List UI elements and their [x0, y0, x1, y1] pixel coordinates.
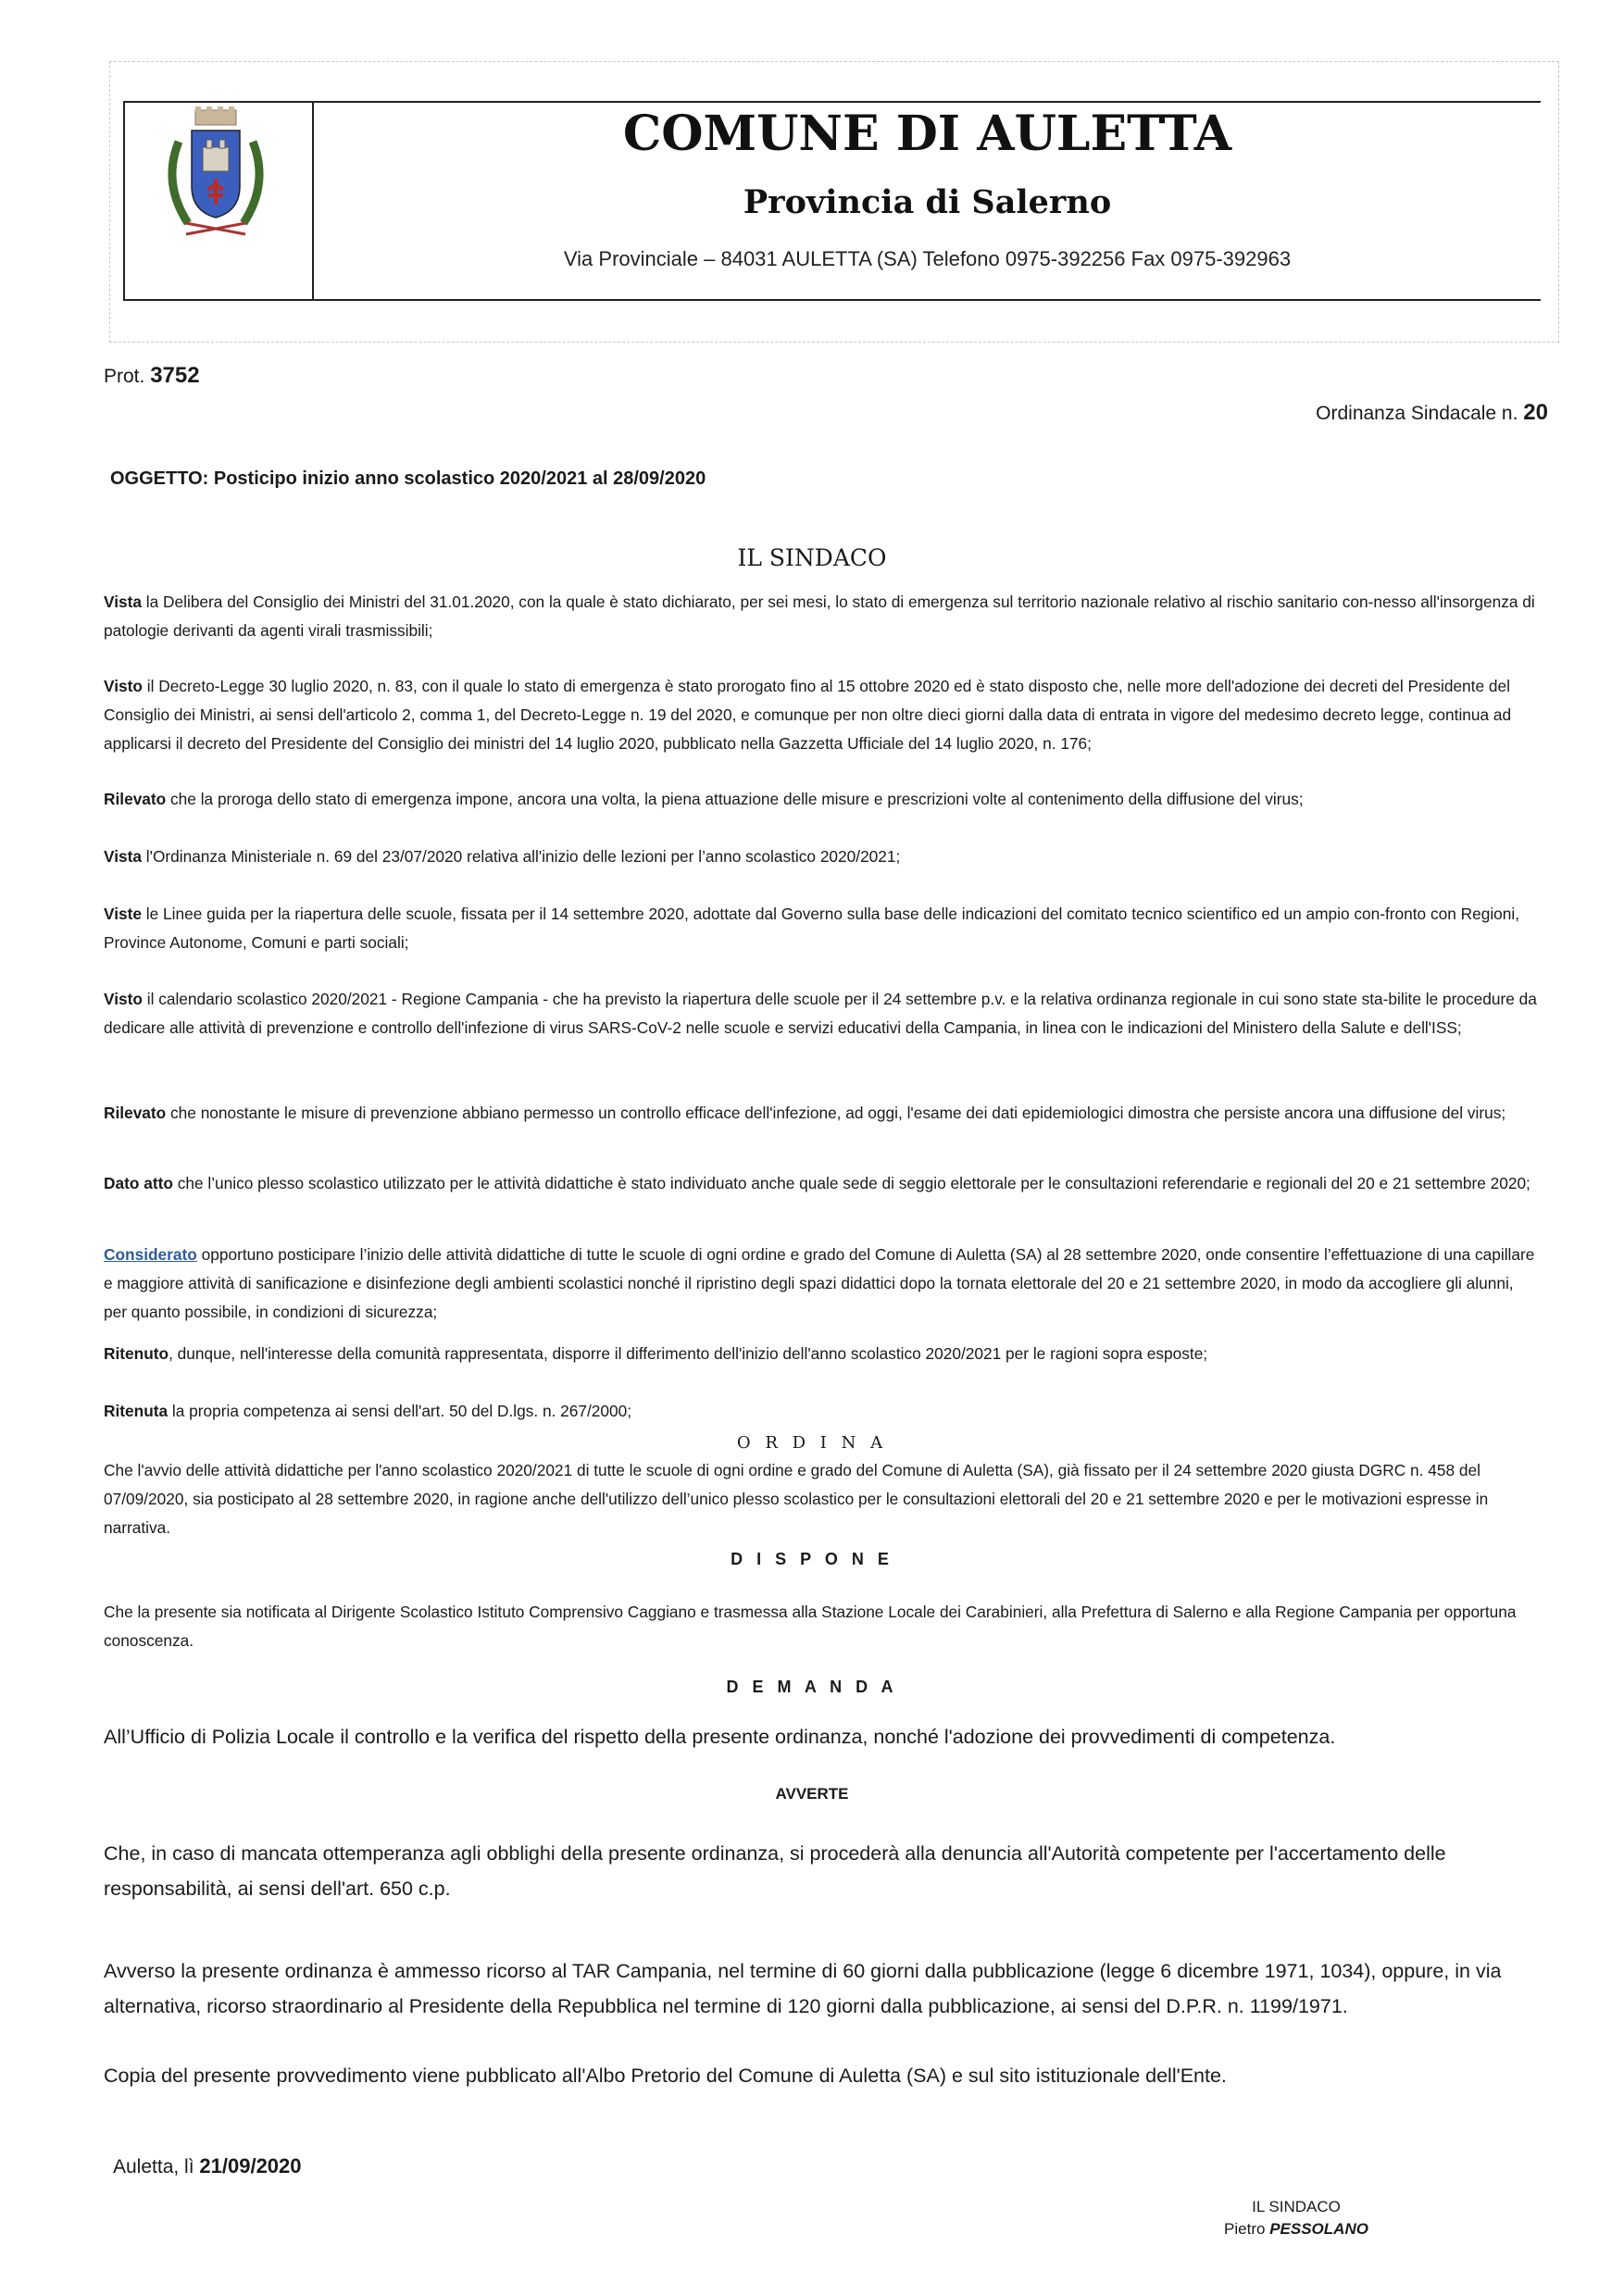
protocol-label: Prot. — [104, 366, 145, 387]
demanda-heading: D E M A N D A — [726, 1678, 898, 1696]
premise-text: che la proroga dello stato di emergenza impone, ancora una volta, la piena attuazione delle misure e prescrizioni volte al contenimento della diffusione del virus; — [166, 790, 1304, 808]
premise-lead: Rilevato — [104, 1104, 167, 1122]
premise-lead: Ritenuta — [104, 1402, 169, 1420]
premise-lead: Vista — [104, 847, 142, 866]
premise-text: l'Ordinanza Ministeriale n. 69 del 23/07/2020 relativa all'inizio delle lezioni per l’anno scolastico 2020/2021; — [142, 847, 901, 866]
premise-paragraph — [104, 1241, 1539, 1327]
avverte-heading: AVVERTE — [775, 1785, 849, 1803]
premise-paragraph — [104, 842, 1539, 871]
premise-paragraph — [104, 1169, 1539, 1198]
letterhead — [123, 101, 1541, 301]
premise-paragraph — [104, 985, 1539, 1042]
municipality-title: COMUNE DI AULETTA — [622, 106, 1232, 162]
premise-text: la Delibera del Consiglio dei Ministri del 31.01.2020, con la quale è stato dichiarato, per sei mesi, lo stato di emergenza sul territorio nazionale relativo al rischio sanitario con-nesso all'insorgenza di patologie derivanti da agenti virali trasmissibili; — [104, 593, 1535, 640]
ordinance-number — [1316, 400, 1548, 426]
place-date — [113, 2154, 302, 2178]
municipality-address: Via Provinciale – 84031 AULETTA (SA) Telefono 0975-392256 Fax 0975-392963 — [563, 247, 1292, 270]
premise-text: il Decreto-Legge 30 luglio 2020, n. 83, con il quale lo stato di emergenza è stato prorogato fino al 15 ottobre 2020 ed è stato disposto che, nelle more dell'adozione dei decreti del Presidente del Consiglio dei Ministri, ai sensi dell'articolo 2, comma 1, del Decreto-Legge n. 19 del 2020, e comunque per non oltre dieci giorni dalla data di entrata in vigore del medesimo decreto legge, continua ad applicarsi il decreto del Presidente del Consiglio dei ministri del 14 luglio 2020, pubblicato nella Gazzetta Ufficiale del 14 luglio 2020, n. 176; — [104, 677, 1512, 753]
premise-text: il calendario scolastico 2020/2021 - Regione Campania - che ha previsto la riapertura delle scuole per il 24 settembre p.v. e la relativa ordinanza regionale in cui sono state sta-bilite le procedure da dedicare alle attività di prevenzione e controllo dell'infezione di virus SARS-CoV-2 nelle scuole e servizi educativi della Campania, in linea con le indicazioni del Ministero della Salute e dell'ISS; — [104, 990, 1537, 1037]
premise-text: , dunque, nell'interesse della comunità rappresentata, disporre il differimento dell'inizio dell'anno scolastico 2020/2021 per le ragioni sopra esposte; — [169, 1344, 1208, 1363]
signature-block — [1204, 2196, 1389, 2240]
premise-text: le Linee guida per la riapertura delle scuole, fissata per il 14 settembre 2020, adottate dal Governo sulla base delle indicazioni del comitato tecnico scientifico ed un ampio con-fronto con Regioni, Province Autonome, Comuni e parti sociali; — [104, 905, 1520, 952]
premise-paragraph — [104, 900, 1539, 957]
signature-first-name: Pietro — [1224, 2220, 1266, 2238]
dispone-heading: D I S P O N E — [731, 1550, 893, 1568]
protocol-value: 3752 — [150, 363, 200, 388]
appeal-text: Avverso la presente ordinanza è ammesso ricorso al TAR Campania, nel termine di 60 giorni dalla pubblicazione (legge 6 dicembre 1971, 1034), oppure, in via alternativa, ricorso straordinario al Presidente della Repubblica nel termine di 120 giorni dalla pubblicazione, ai sensi del D.P.R. n. 1199/1971. — [104, 1960, 1502, 2017]
premise-paragraph — [104, 1397, 1539, 1426]
signature-role: IL SINDACO — [1252, 2198, 1341, 2215]
premise-lead: Visto — [104, 990, 143, 1008]
place-label: Auletta, lì — [113, 2156, 194, 2177]
premise-paragraph — [104, 1340, 1539, 1368]
subject-line: OGGETTO: Posticipo inizio anno scolastico 2020/2021 al 28/09/2020 — [110, 468, 706, 489]
premise-lead: Ritenuto — [104, 1344, 169, 1363]
premise-text: la propria competenza ai sensi dell'art. 50 del D.lgs. n. 267/2000; — [168, 1402, 632, 1420]
avverte-text: Che, in caso di mancata ottemperanza agli obblighi della presente ordinanza, si procederà alla denuncia all'Autorità competente per l'accertamento delle responsabilità, ai sensi dell'art. 650 c.p. — [104, 1842, 1446, 1900]
premise-text: che l’unico plesso scolastico utilizzato per le attività didattiche è stato individuato anche quale sede di seggio elettorale per le consultazioni referendarie e regionali del 20 e 21 settembre 2020; — [172, 1174, 1530, 1192]
premise-text: opportuno posticipare l’inizio delle attività didattiche di tutte le scuole di ogni ordine e grado del Comune di Auletta (SA) al 28 settembre 2020, onde consentire l’effettuazione di una capillare e maggiore attività di sanificazione e disinfezione degli ambienti scolastici nonché il ripristino degli spazi didattici dopo la tornata elettorale del 20 e 21 settembre 2020, in modo da accogliere gli alunni, per quanto possibile, in condizioni di sicurezza; — [104, 1245, 1535, 1321]
demanda-text: All’Ufficio di Polizia Locale il controllo e la verifica del rispetto della presente ordinanza, nonché l'adozione dei provvedimenti di competenza. — [104, 1726, 1336, 1748]
premise-lead: Vista — [104, 593, 142, 611]
signature-name — [1204, 2218, 1389, 2240]
premise-paragraph — [104, 1099, 1539, 1128]
ordinance-label: Ordinanza Sindacale n. — [1316, 403, 1518, 424]
document-date: 21/09/2020 — [199, 2154, 302, 2177]
dispone-text: Che la presente sia notificata al Dirigente Scolastico Istituto Comprensivo Caggiano e trasmessa alla Stazione Locale dei Carabinieri, alla Prefettura di Salerno e alla Regione Campania per opportuna conoscenza. — [104, 1603, 1517, 1650]
premise-paragraph — [104, 785, 1539, 814]
protocol-number — [104, 363, 200, 389]
province-name: Provincia di Salerno — [743, 183, 1112, 221]
premise-lead: Rilevato — [104, 790, 167, 808]
premise-lead: Viste — [104, 905, 142, 923]
mayor-heading: IL SINDACO — [737, 544, 887, 571]
ordina-heading: O R D I N A — [736, 1433, 888, 1453]
premise-lead: Visto — [104, 677, 143, 695]
premise-paragraph — [104, 672, 1539, 758]
crest-cell — [125, 103, 314, 299]
ordinance-value: 20 — [1523, 400, 1548, 425]
signature-last-name: PESSOLANO — [1269, 2220, 1368, 2238]
coat-of-arms-icon — [151, 105, 281, 243]
considerato-link[interactable]: Considerato — [104, 1245, 197, 1264]
premise-text: che nonostante le misure di prevenzione abbiano permesso un controllo efficace dell'infezione, ad oggi, l'esame dei dati epidemiologici dimostra che persiste ancora una diffusione del virus; — [166, 1104, 1506, 1122]
publication-text: Copia del presente provvedimento viene pubblicato all'Albo Pretorio del Comune di Auletta (SA) e sul sito istituzionale dell'Ente. — [104, 2065, 1227, 2087]
ordina-text: Che l'avvio delle attività didattiche per l'anno scolastico 2020/2021 di tutte le scuole di ogni ordine e grado del Comune di Auletta (SA), già fissato per il 24 settembre 2020 giusta DGRC n. 458 del 07/09/2020, sia posticipato al 28 settembre 2020, in ragione anche dell'utilizzo dell’unico plesso scolastico per le consultazioni elettorali del 20 e 21 settembre 2020 e per le motivazioni espresse in narrativa. — [104, 1461, 1489, 1537]
premise-lead: Dato atto — [104, 1174, 173, 1192]
premise-paragraph — [104, 588, 1539, 645]
